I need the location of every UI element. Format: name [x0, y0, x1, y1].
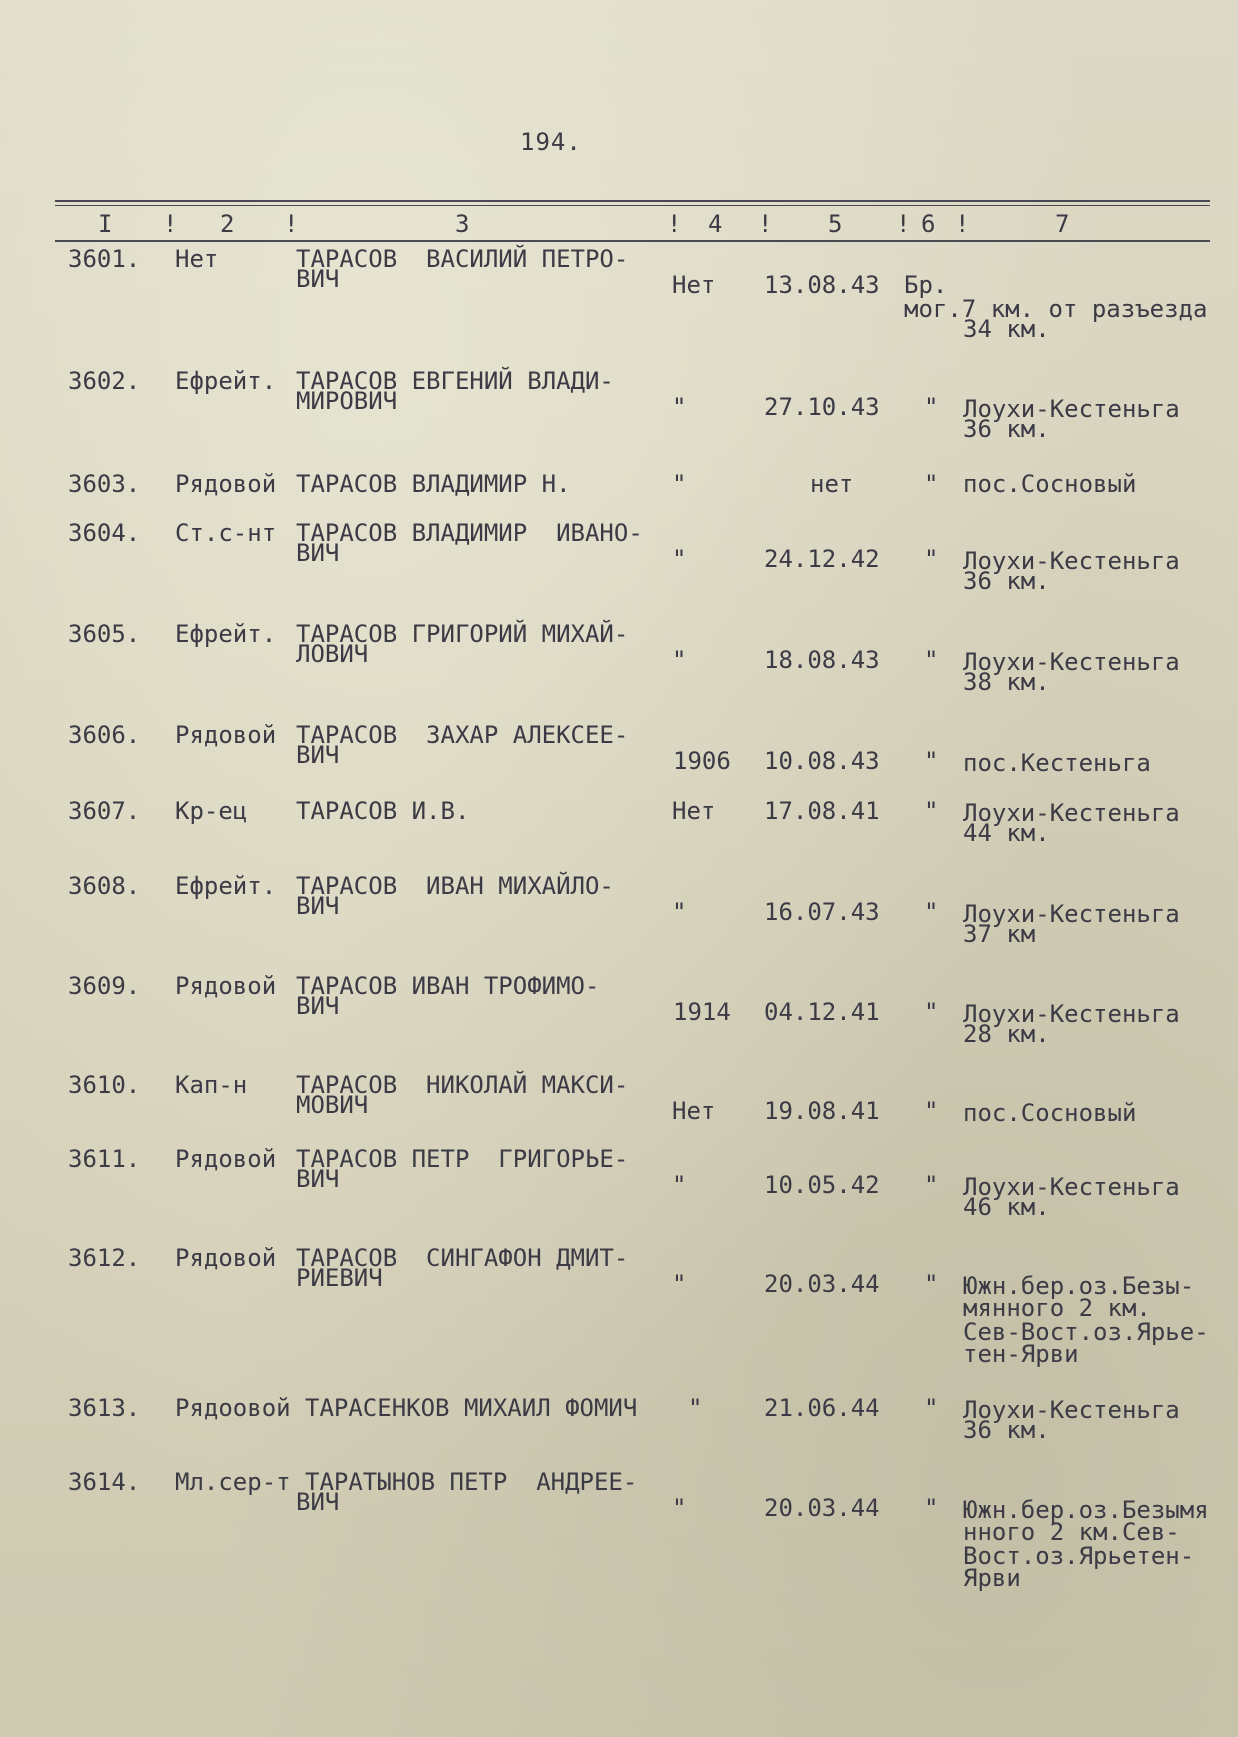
record-number: 3607. — [68, 797, 141, 825]
full-name-line2: ВИЧ — [296, 265, 340, 293]
date: 24.12.42 — [764, 545, 880, 573]
header-sep: ! — [896, 210, 911, 238]
record-number: 3602. — [68, 367, 141, 395]
place-line1: пос.Сосновый — [963, 1099, 1137, 1127]
place-line2: 36 км. — [963, 415, 1050, 443]
full-name-line1: ТАРАСОВ И.В. — [296, 797, 470, 825]
place-line2: мог.7 км. от разъезда — [904, 295, 1208, 323]
date: 20.03.44 — [764, 1270, 880, 1298]
place-line1: пос.Кестеньга — [963, 749, 1151, 777]
date: 04.12.41 — [764, 998, 880, 1026]
header-col-3: 3 — [455, 210, 470, 238]
date: 18.08.43 — [764, 646, 880, 674]
rank: Кр-ец — [175, 797, 248, 825]
place-line1: Лоухи-Кестеньга — [963, 395, 1180, 423]
birth-year: " — [688, 1394, 703, 1422]
header-sep: ! — [667, 210, 682, 238]
full-name-line2: ЛОВИЧ — [296, 640, 369, 668]
full-name-line2: ВИЧ — [296, 741, 340, 769]
ditto-mark: " — [924, 470, 939, 498]
header-col-7: 7 — [1055, 210, 1070, 238]
full-name-line2: ВИЧ — [296, 1165, 340, 1193]
ditto-mark: " — [924, 1097, 939, 1125]
place-line1: Бр. — [904, 271, 948, 299]
date: 13.08.43 — [764, 271, 880, 299]
date: 27.10.43 — [764, 393, 880, 421]
record-number: 3606. — [68, 721, 141, 749]
rank: Рядовой — [175, 1244, 277, 1272]
full-name-line1: ТАРАСОВ ГРИГОРИЙ МИХАЙ- — [296, 620, 629, 648]
ditto-mark: " — [924, 898, 939, 926]
place-line3: Вост.оз.Ярьетен- — [963, 1542, 1195, 1570]
full-name-line1: ТАРАТЫНОВ ПЕТР АНДРЕЕ- — [305, 1468, 638, 1496]
record-number: 3601. — [68, 245, 141, 273]
full-name-line1: ТАРАСОВ НИКОЛАЙ МАКСИ- — [296, 1071, 629, 1099]
rank: Мл.сер-т — [175, 1468, 291, 1496]
place-line2: 36 км. — [963, 567, 1050, 595]
full-name-line2: ВИЧ — [296, 892, 340, 920]
full-name-line1: ТАРАСОВ ЕВГЕНИЙ ВЛАДИ- — [296, 367, 614, 395]
ditto-mark: " — [924, 545, 939, 573]
birth-year: " — [672, 898, 687, 926]
rank: Рядовой — [175, 721, 277, 749]
date: 21.06.44 — [764, 1394, 880, 1422]
header-sep: ! — [284, 210, 299, 238]
place-line3: Сев-Вост.оз.Ярье- — [963, 1318, 1209, 1346]
birth-year: " — [672, 545, 687, 573]
place-line1: Лоухи-Кестеньга — [963, 648, 1180, 676]
record-number: 3612. — [68, 1244, 141, 1272]
date: 16.07.43 — [764, 898, 880, 926]
place-line3: 34 км. — [963, 315, 1050, 343]
place-line2: 36 км. — [963, 1416, 1050, 1444]
full-name-line1: ТАРАСОВ ПЕТР ГРИГОРЬЕ- — [296, 1145, 629, 1173]
place-line4: Ярви — [963, 1564, 1021, 1592]
place-line4: тен-Ярви — [963, 1340, 1079, 1368]
rank: Рядовой — [175, 972, 277, 1000]
full-name-line1: ТАРАСЕНКОВ МИХАИЛ ФОМИЧ — [305, 1394, 638, 1422]
header-sep: ! — [758, 210, 773, 238]
place-line1: Лоухи-Кестеньга — [963, 799, 1180, 827]
place-line1: Южн.бер.оз.Безымя — [963, 1496, 1209, 1524]
full-name-line2: ВИЧ — [296, 992, 340, 1020]
header-col-1: I — [98, 210, 113, 238]
birth-year: " — [672, 1494, 687, 1522]
rank: Кап-н — [175, 1071, 248, 1099]
rank: Рядоовой — [175, 1394, 291, 1422]
header-col-5: 5 — [828, 210, 843, 238]
ditto-mark: " — [924, 1494, 939, 1522]
header-sep: ! — [163, 210, 178, 238]
full-name-line2: МИРОВИЧ — [296, 387, 398, 415]
rank: Рядовой — [175, 470, 277, 498]
rank: Ефрейт. — [175, 367, 277, 395]
place-line2: 28 км. — [963, 1020, 1050, 1048]
place-line2: 46 км. — [963, 1193, 1050, 1221]
full-name-line2: МОВИЧ — [296, 1091, 369, 1119]
birth-year: Нет — [672, 271, 716, 299]
header-sep: ! — [955, 210, 970, 238]
header-col-6: 6 — [921, 210, 936, 238]
record-number: 3608. — [68, 872, 141, 900]
ditto-mark: " — [924, 747, 939, 775]
full-name-line1: ТАРАСОВ ВЛАДИМИР Н. — [296, 470, 571, 498]
record-number: 3611. — [68, 1145, 141, 1173]
place-line1: Лоухи-Кестеньга — [963, 1000, 1180, 1028]
ditto-mark: " — [924, 1270, 939, 1298]
record-number: 3605. — [68, 620, 141, 648]
place-line1: Лоухи-Кестеньга — [963, 900, 1180, 928]
birth-year: " — [672, 1171, 687, 1199]
place-line1: Южн.бер.оз.Безы- — [963, 1272, 1195, 1300]
date: 10.08.43 — [764, 747, 880, 775]
birth-year: 1914 — [673, 998, 731, 1026]
header-col-2: 2 — [220, 210, 235, 238]
date: 17.08.41 — [764, 797, 880, 825]
ditto-mark: " — [924, 998, 939, 1026]
header-rule-bottom — [55, 240, 1210, 242]
place-line2: 44 км. — [963, 819, 1050, 847]
birth-year: " — [672, 646, 687, 674]
place-line1: Лоухи-Кестеньга — [963, 1396, 1180, 1424]
place-line2: нного 2 км.Сев- — [963, 1518, 1180, 1546]
rank: Ефрейт. — [175, 620, 277, 648]
place-line1: Лоухи-Кестеньга — [963, 1173, 1180, 1201]
birth-year: 1906 — [673, 747, 731, 775]
header-col-4: 4 — [708, 210, 723, 238]
ditto-mark: " — [924, 646, 939, 674]
date: нет — [810, 470, 854, 498]
full-name-line2: ВИЧ — [296, 539, 340, 567]
place-line2: 38 км. — [963, 668, 1050, 696]
ditto-mark: " — [924, 393, 939, 421]
record-number: 3603. — [68, 470, 141, 498]
date: 10.05.42 — [764, 1171, 880, 1199]
rank: Нет — [175, 245, 219, 273]
date: 20.03.44 — [764, 1494, 880, 1522]
record-number: 3610. — [68, 1071, 141, 1099]
birth-year: Нет — [672, 1097, 716, 1125]
full-name-line2: ВИЧ — [296, 1488, 340, 1516]
place-line2: 37 км — [963, 920, 1036, 948]
place-line1: Лоухи-Кестеньга — [963, 547, 1180, 575]
header-rule-top-2 — [55, 205, 1210, 206]
ditto-mark: " — [924, 1171, 939, 1199]
full-name-line1: ТАРАСОВ ИВАН ТРОФИМО- — [296, 972, 600, 1000]
birth-year: Нет — [672, 797, 716, 825]
record-number: 3609. — [68, 972, 141, 1000]
header-rule-top — [55, 200, 1210, 202]
birth-year: " — [672, 470, 687, 498]
full-name-line2: РИЕВИЧ — [296, 1264, 383, 1292]
rank: Рядовой — [175, 1145, 277, 1173]
birth-year: " — [672, 393, 687, 421]
record-number: 3613. — [68, 1394, 141, 1422]
page-number: 194. — [520, 128, 582, 156]
full-name-line1: ТАРАСОВ СИНГАФОН ДМИТ- — [296, 1244, 629, 1272]
birth-year: " — [672, 1270, 687, 1298]
full-name-line1: ТАРАСОВ ВЛАДИМИР ИВАНО- — [296, 519, 643, 547]
record-number: 3604. — [68, 519, 141, 547]
ditto-mark: " — [924, 1394, 939, 1422]
ditto-mark: " — [924, 797, 939, 825]
place-line1: пос.Сосновый — [963, 470, 1137, 498]
date: 19.08.41 — [764, 1097, 880, 1125]
place-line2: мянного 2 км. — [963, 1294, 1151, 1322]
rank: Ст.с-нт — [175, 519, 277, 547]
record-number: 3614. — [68, 1468, 141, 1496]
full-name-line1: ТАРАСОВ ЗАХАР АЛЕКСЕЕ- — [296, 721, 629, 749]
full-name-line1: ТАРАСОВ ВАСИЛИЙ ПЕТРО- — [296, 245, 629, 273]
full-name-line1: ТАРАСОВ ИВАН МИХАЙЛО- — [296, 872, 614, 900]
rank: Ефрейт. — [175, 872, 277, 900]
